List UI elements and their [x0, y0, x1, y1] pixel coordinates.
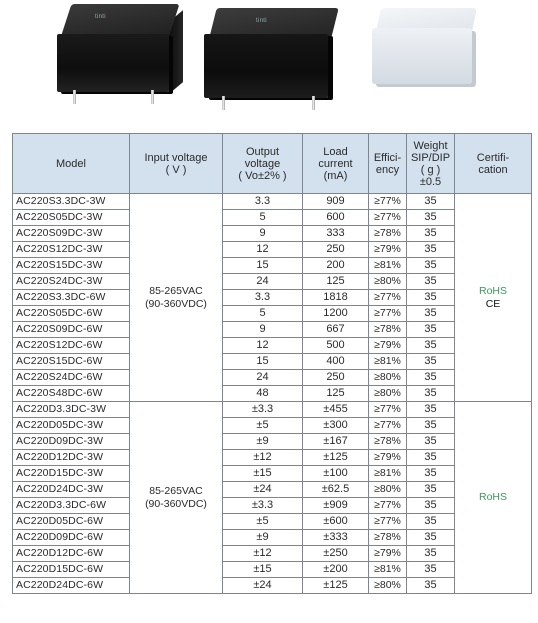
cell-load-current: 125	[303, 386, 369, 402]
cell-output-voltage: 5	[223, 306, 303, 322]
table-row	[13, 546, 532, 562]
cell-model: AC220S12DC-3W	[13, 242, 130, 258]
cell-output-voltage: ±15	[223, 562, 303, 578]
cell-load-current: ±455	[303, 402, 369, 418]
cell-efficiency: ≥79%	[369, 338, 407, 354]
cell-load-current: ±300	[303, 418, 369, 434]
cell-efficiency: ≥79%	[369, 450, 407, 466]
cell-model: AC220S3.3DC-6W	[13, 290, 130, 306]
cell-load-current: ±333	[303, 530, 369, 546]
cell-model: AC220D05DC-6W	[13, 514, 130, 530]
table-row	[13, 274, 532, 290]
cell-weight: 35	[407, 466, 455, 482]
cell-load-current: 250	[303, 242, 369, 258]
cell-efficiency: ≥78%	[369, 322, 407, 338]
cell-output-voltage: 3.3	[223, 290, 303, 306]
cell-load-current: ±250	[303, 546, 369, 562]
table-row	[13, 434, 532, 450]
cell-model: AC220S09DC-3W	[13, 226, 130, 242]
rohs-label: RoHS	[478, 491, 507, 503]
cell-output-voltage: 12	[223, 338, 303, 354]
table-row	[13, 562, 532, 578]
cell-model: AC220D09DC-3W	[13, 434, 130, 450]
cell-output-voltage: 5	[223, 210, 303, 226]
table-row	[13, 194, 532, 210]
header-input-voltage: Input voltage ( V )	[130, 134, 223, 194]
cell-model: AC220D15DC-3W	[13, 466, 130, 482]
cell-model: AC220S3.3DC-3W	[13, 194, 130, 210]
cell-weight: 35	[407, 354, 455, 370]
cell-output-voltage: ±5	[223, 514, 303, 530]
table-row	[13, 370, 532, 386]
cell-output-voltage: 15	[223, 258, 303, 274]
table-row	[13, 226, 532, 242]
cell-model: AC220S09DC-6W	[13, 322, 130, 338]
cell-load-current: 333	[303, 226, 369, 242]
cell-load-current: 125	[303, 274, 369, 290]
cell-weight: 35	[407, 434, 455, 450]
cell-load-current: ±600	[303, 514, 369, 530]
cell-model: AC220S12DC-6W	[13, 338, 130, 354]
cell-efficiency: ≥81%	[369, 562, 407, 578]
cell-output-voltage: 24	[223, 274, 303, 290]
cell-efficiency: ≥77%	[369, 306, 407, 322]
cell-input-voltage: 85-265VAC (90-360VDC)	[130, 402, 223, 594]
cell-load-current: 667	[303, 322, 369, 338]
cell-load-current: 400	[303, 354, 369, 370]
cell-efficiency: ≥81%	[369, 258, 407, 274]
cell-weight: 35	[407, 370, 455, 386]
cell-efficiency: ≥80%	[369, 274, 407, 290]
cell-efficiency: ≥81%	[369, 466, 407, 482]
cell-weight: 35	[407, 450, 455, 466]
table-row	[13, 258, 532, 274]
cell-efficiency: ≥80%	[369, 482, 407, 498]
cell-efficiency: ≥81%	[369, 354, 407, 370]
cell-weight: 35	[407, 210, 455, 226]
cell-weight: 35	[407, 482, 455, 498]
cell-output-voltage: ±12	[223, 450, 303, 466]
cell-weight: 35	[407, 498, 455, 514]
cell-model: AC220S24DC-6W	[13, 370, 130, 386]
cell-weight: 35	[407, 194, 455, 210]
cell-model: AC220S15DC-3W	[13, 258, 130, 274]
cell-load-current: 600	[303, 210, 369, 226]
cell-efficiency: ≥79%	[369, 242, 407, 258]
table-row	[13, 402, 532, 418]
cell-model: AC220D12DC-6W	[13, 546, 130, 562]
cell-efficiency: ≥79%	[369, 546, 407, 562]
header-weight: Weight SIP/DIP ( g ) ±0.5	[407, 134, 455, 194]
cell-model: AC220D05DC-3W	[13, 418, 130, 434]
cell-efficiency: ≥77%	[369, 514, 407, 530]
cell-weight: 35	[407, 562, 455, 578]
cell-efficiency: ≥77%	[369, 418, 407, 434]
cell-certification	[455, 194, 532, 402]
cell-weight: 35	[407, 418, 455, 434]
cell-weight: 35	[407, 226, 455, 242]
cell-weight: 35	[407, 322, 455, 338]
cell-weight: 35	[407, 578, 455, 594]
cell-output-voltage: ±12	[223, 546, 303, 562]
cell-weight: 35	[407, 306, 455, 322]
cell-weight: 35	[407, 402, 455, 418]
cell-load-current: 200	[303, 258, 369, 274]
cell-model: AC220S48DC-6W	[13, 386, 130, 402]
cell-weight: 35	[407, 338, 455, 354]
cell-model: AC220D3.3DC-6W	[13, 498, 130, 514]
header-load-current: Load current (mA)	[303, 134, 369, 194]
rohs-label: RoHS	[478, 284, 507, 297]
spec-table	[12, 133, 532, 594]
cell-output-voltage: 12	[223, 242, 303, 258]
table-row	[13, 482, 532, 498]
cell-model: AC220S24DC-3W	[13, 274, 130, 290]
table-row	[13, 354, 532, 370]
table-row	[13, 514, 532, 530]
table-row	[13, 466, 532, 482]
cell-output-voltage: ±3.3	[223, 402, 303, 418]
table-row	[13, 322, 532, 338]
cell-load-current: ±125	[303, 578, 369, 594]
cell-efficiency: ≥80%	[369, 370, 407, 386]
cell-model: AC220S05DC-3W	[13, 210, 130, 226]
cell-load-current: ±909	[303, 498, 369, 514]
cell-model: AC220D3.3DC-3W	[13, 402, 130, 418]
cell-load-current: 1200	[303, 306, 369, 322]
cell-output-voltage: 9	[223, 322, 303, 338]
cell-weight: 35	[407, 290, 455, 306]
cell-weight: 35	[407, 242, 455, 258]
cell-load-current: 500	[303, 338, 369, 354]
cell-weight: 35	[407, 530, 455, 546]
cell-model: AC220D24DC-6W	[13, 578, 130, 594]
cell-output-voltage: ±24	[223, 482, 303, 498]
cell-efficiency: ≥80%	[369, 578, 407, 594]
cell-efficiency: ≥77%	[369, 210, 407, 226]
cell-load-current: ±125	[303, 450, 369, 466]
cell-output-voltage: 24	[223, 370, 303, 386]
cell-efficiency: ≥77%	[369, 498, 407, 514]
module-mark: tinti	[256, 18, 267, 24]
cell-model: AC220S05DC-6W	[13, 306, 130, 322]
cell-model: AC220D12DC-3W	[13, 450, 130, 466]
cell-output-voltage: 48	[223, 386, 303, 402]
cell-output-voltage: 9	[223, 226, 303, 242]
cell-weight: 35	[407, 258, 455, 274]
cell-output-voltage: ±24	[223, 578, 303, 594]
cell-weight: 35	[407, 386, 455, 402]
header-model: Model	[13, 134, 130, 194]
cell-model: AC220S15DC-6W	[13, 354, 130, 370]
cell-load-current: 909	[303, 194, 369, 210]
cell-efficiency: ≥77%	[369, 290, 407, 306]
module-mark: tinti	[95, 14, 106, 20]
cell-input-voltage: 85-265VAC (90-360VDC)	[130, 194, 223, 402]
cell-output-voltage: ±5	[223, 418, 303, 434]
spec-table-container	[12, 133, 531, 594]
cell-weight: 35	[407, 546, 455, 562]
cell-efficiency: ≥77%	[369, 402, 407, 418]
cell-weight: 35	[407, 274, 455, 290]
table-body	[13, 194, 532, 594]
cell-efficiency: ≥77%	[369, 194, 407, 210]
cell-efficiency: ≥78%	[369, 530, 407, 546]
product-photos	[0, 0, 538, 132]
cell-output-voltage: 3.3	[223, 194, 303, 210]
header-certification: Certifi- cation	[455, 134, 532, 194]
cell-efficiency: ≥80%	[369, 386, 407, 402]
cell-model: AC220D24DC-3W	[13, 482, 130, 498]
table-row	[13, 290, 532, 306]
module-white-image	[370, 6, 480, 96]
cell-output-voltage: ±9	[223, 530, 303, 546]
table-row	[13, 418, 532, 434]
table-row	[13, 242, 532, 258]
cell-output-voltage: 15	[223, 354, 303, 370]
cell-load-current: 250	[303, 370, 369, 386]
cell-efficiency: ≥78%	[369, 226, 407, 242]
cell-load-current: 1818	[303, 290, 369, 306]
cell-output-voltage: ±9	[223, 434, 303, 450]
cell-load-current: ±62.5	[303, 482, 369, 498]
header-output-voltage: Output voltage ( Vo±2% )	[223, 134, 303, 194]
table-row	[13, 306, 532, 322]
table-header-row	[13, 134, 532, 194]
cell-model: AC220D09DC-6W	[13, 530, 130, 546]
cell-load-current: ±200	[303, 562, 369, 578]
table-row	[13, 530, 532, 546]
module-black-small-image	[55, 4, 180, 106]
table-row	[13, 498, 532, 514]
ce-label: CE	[485, 297, 501, 310]
table-row	[13, 450, 532, 466]
cell-output-voltage: ±3.3	[223, 498, 303, 514]
header-efficiency: Effici- ency	[369, 134, 407, 194]
cell-certification	[455, 402, 532, 594]
module-black-large-image	[200, 8, 340, 108]
cell-model: AC220D15DC-6W	[13, 562, 130, 578]
cell-load-current: ±167	[303, 434, 369, 450]
cell-load-current: ±100	[303, 466, 369, 482]
cell-efficiency: ≥78%	[369, 434, 407, 450]
cell-output-voltage: ±15	[223, 466, 303, 482]
cell-weight: 35	[407, 514, 455, 530]
table-row	[13, 210, 532, 226]
table-row	[13, 578, 532, 594]
table-row	[13, 386, 532, 402]
table-row	[13, 338, 532, 354]
